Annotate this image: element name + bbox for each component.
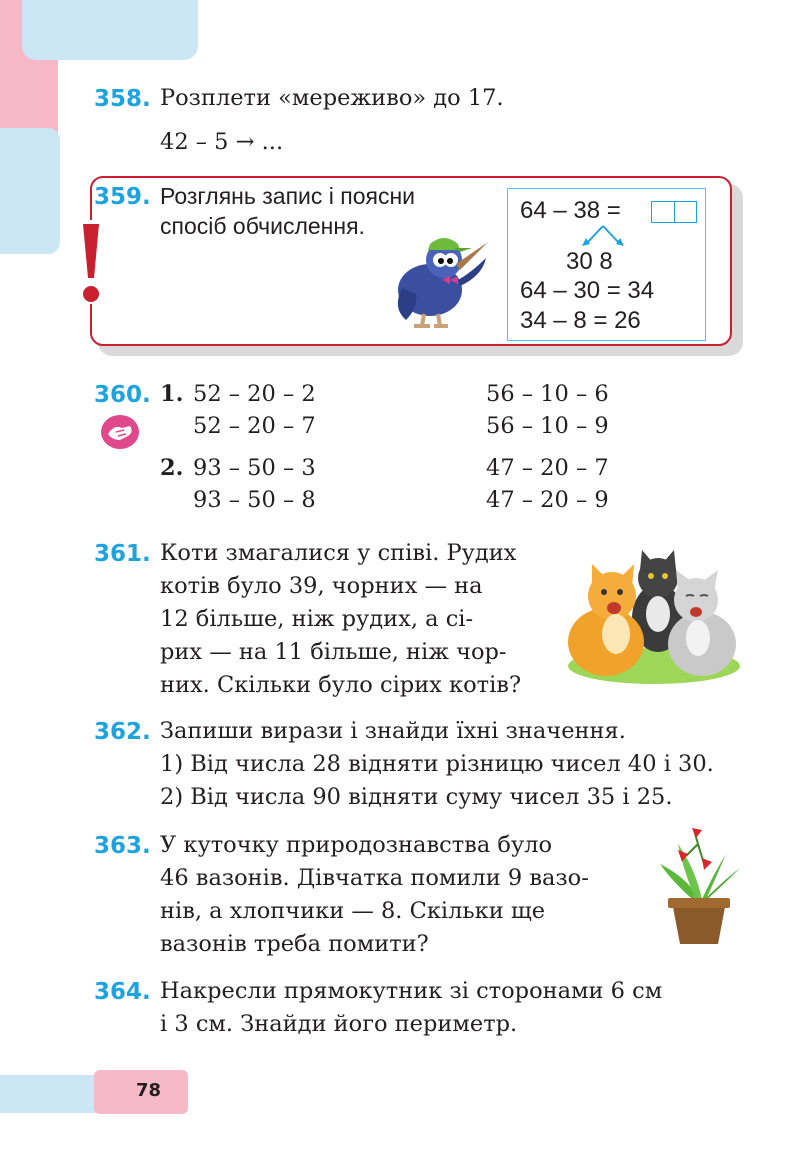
example-line2: 30 8 [566,248,613,275]
task-359-line1: Розглянь запис і поясни [160,183,416,209]
task-364-number: 364. [94,979,151,1005]
task-364-line: Накресли прямокутник зі сторонами 6 см [160,978,663,1004]
task-358-text: Розплети «мереживо» до 17. [160,85,504,111]
task-362-number: 362. [94,719,151,745]
split-arrows-icon [580,224,626,248]
task-360-number: 360. [94,382,151,408]
example-line4: 34 – 8 = 26 [520,307,641,334]
task-361-number: 361. [94,541,151,567]
task-364-line: і 3 см. Знайди його периметр. [160,1011,518,1037]
example-line1: 64 – 38 = [520,197,621,224]
task-361-line: 12 більше, ніж рудих, а сі- [160,606,474,632]
expr-r2c2: 56 – 10 – 9 [486,413,609,439]
task-362-line: 2) Від числа 90 відняти суму чисел 35 і 25. [160,784,673,810]
task-359-line2: спосіб обчислення. [160,213,365,239]
task-360-part2-label: 2. [160,455,184,481]
example-line3: 64 – 30 = 34 [520,277,655,304]
task-363-line: У куточку природознавства було [160,832,553,858]
page-number: 78 [136,1080,162,1101]
task-358-number: 358. [94,86,151,112]
exclamation-icon [80,222,102,304]
answer-boxes [651,201,697,223]
flower-pot-illustration [654,824,744,948]
task-362-line: Запиши вирази і знайди їхні значення. [160,718,626,744]
expr-r2c1: 52 – 20 – 7 [193,413,316,439]
task-361-line: них. Скільки було сірих котів? [160,672,522,698]
task-361-line: рих — на 11 більше, ніж чор- [160,639,507,665]
task-358-expression: 42 – 5 → ... [160,129,284,155]
expr-r3c1: 93 – 50 – 3 [193,455,316,481]
pair-work-icon [100,414,140,450]
task-363-line: нів, а хлопчики — 8. Скільки ще [160,898,546,924]
task-362-line: 1) Від числа 28 відняти різницю чисел 40 і 30. [160,751,714,777]
task-363-number: 363. [94,833,151,859]
expr-r4c1: 93 – 50 – 8 [193,487,316,513]
bird-illustration [388,228,492,332]
task-360-part1-label: 1. [160,381,184,407]
expr-r3c2: 47 – 20 – 7 [486,455,609,481]
task-361-line: котів було 39, чорних — на [160,573,483,599]
task-359-number: 359. [94,184,151,210]
cats-illustration [562,548,742,688]
margin-blue-tab-top [22,0,198,60]
margin-blue-tab-side [0,128,60,254]
task-363-line: вазонів треба помити? [160,931,429,957]
expr-r1c2: 56 – 10 – 6 [486,381,609,407]
task-361-line: Коти змагалися у співі. Рудих [160,540,517,566]
expr-r4c2: 47 – 20 – 9 [486,487,609,513]
task-363-line: 46 вазонів. Дівчатка помили 9 вазо- [160,865,589,891]
expr-r1c1: 52 – 20 – 2 [193,381,316,407]
